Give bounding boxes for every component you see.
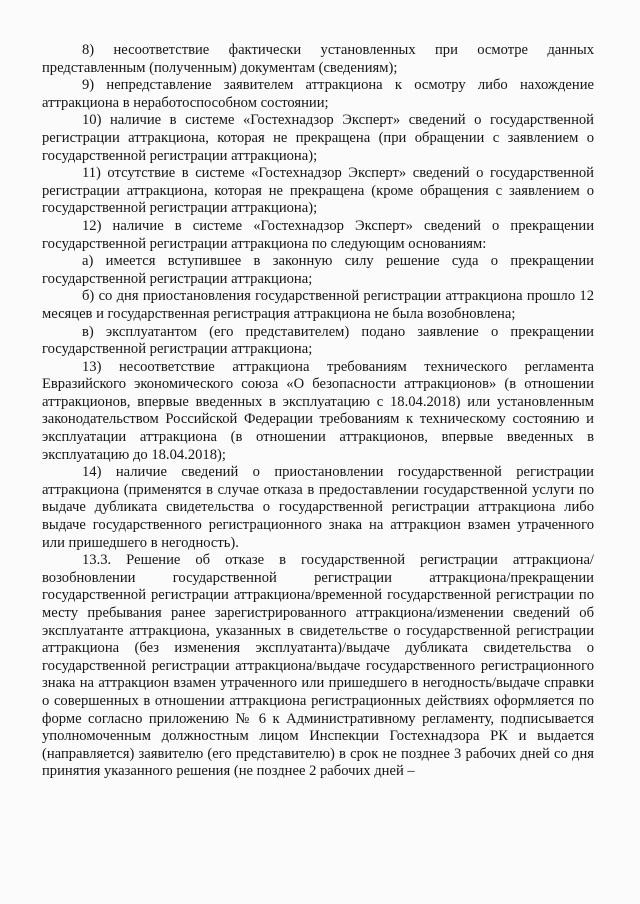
paragraph-item-11: 11) отсутствие в системе «Гостехнадзор Эксперт» сведений о государственной регистрации аттракциона, которая не прекращена (кроме обращения с заявлением о государственной регистрации аттракциона);	[42, 165, 594, 217]
document-body	[42, 42, 594, 781]
paragraph-item-12: 12) наличие в системе «Гостехнадзор Эксперт» сведений о прекращении государственной регистрации аттракциона по следующим основаниям:	[42, 217, 594, 252]
paragraph-item-10: 10) наличие в системе «Гостехнадзор Эксперт» сведений о государственной регистрации аттракциона, которая не прекращена (при обращении с заявлением о государственной регистрации аттракциона);	[42, 112, 594, 164]
paragraph-subitem-a: а) имеется вступившее в законную силу решение суда о прекращении государственной регистрации аттракциона;	[42, 253, 594, 287]
paragraph-section-13-3: 13.3. Решение об отказе в государственной регистрации аттракциона/возобновлении государственной регистрации аттракциона/прекращении государственной регистрации аттракциона/временной государственной регистрации по месту пребывания ранее зарегистрированного аттракциона/изменении сведений об эксплуатанте аттракциона, указанных в свидетельстве о государственной регистрации аттракциона (без изменения эксплуатанта)/выдаче дубликата свидетельства о государственной регистрации аттракциона/выдаче государственного регистрационного знака на аттракцион взамен утраченного или пришедшего в негодность/выдаче справки о совершенных в отношении аттракциона регистрационных действиях оформляется по форме согласно приложению № 6 к Административному регламенту, подписывается уполномоченным должностным лицом Инспекции Гостехнадзора РК и выдается (направляется) заявителю (его представителю) в срок не позднее 3 рабочих дней со дня принятия указанного решения (не позднее 2 рабочих дней –	[42, 552, 594, 780]
paragraph-item-14: 14) наличие сведений о приостановлении государственной регистрации аттракциона (применятся в случае отказа в предоставлении государственной услуги по выдаче дубликата свидетельства о государственной регистрации аттракциона либо выдаче государственного регистрационного знака на аттракцион взамен утраченного или пришедшего в негодность).	[42, 464, 594, 551]
paragraph-item-9: 9) непредставление заявителем аттракциона к осмотру либо нахождение аттракциона в неработоспособном состоянии;	[42, 77, 594, 111]
paragraph-item-8: 8) несоответствие фактически установленных при осмотре данных представленным (полученным) документам (сведениям);	[42, 42, 594, 76]
paragraph-item-13: 13) несоответствие аттракциона требованиям технического регламента Евразийского экономического союза «О безопасности аттракционов» (в отношении аттракционов, впервые введенных в эксплуатацию с 18.04.2018) или установленным законодательством Российской Федерации требованиям к техническому состоянию и эксплуатации аттракциона (в отношении аттракционов, впервые введенных в эксплуатацию до 18.04.2018);	[42, 358, 594, 463]
paragraph-subitem-b: б) со дня приостановления государственной регистрации аттракциона прошло 12 месяцев и государственная регистрация аттракциона не была возобновлена;	[42, 288, 594, 322]
paragraph-subitem-v: в) эксплуатантом (его представителем) подано заявление о прекращении государственной регистрации аттракциона;	[42, 323, 594, 358]
